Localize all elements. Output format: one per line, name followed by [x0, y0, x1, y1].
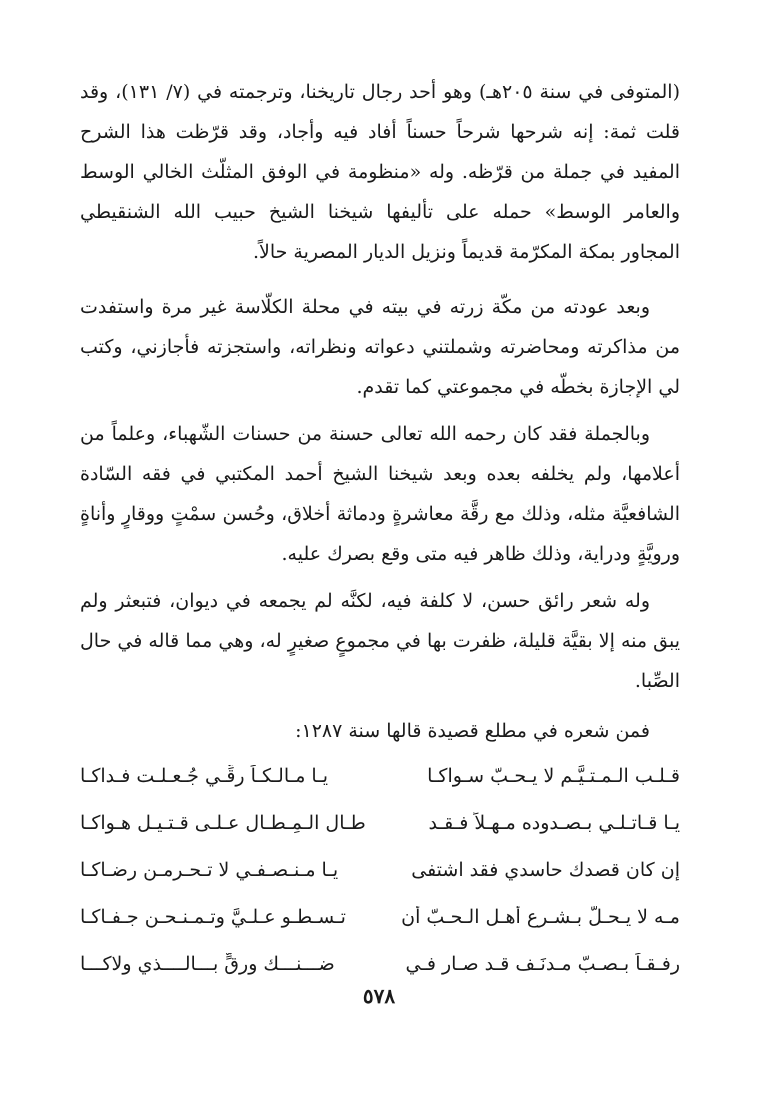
verse-first-hemistich: إن كان قصدك حاسدي فقد اشتفى	[411, 858, 680, 881]
poem-intro	[80, 711, 680, 751]
verse-second-hemistich: يـا مـالـكـاً رقِّـي جُـعـلـت فـداكـا	[80, 764, 329, 787]
paragraph-3	[80, 414, 680, 574]
paragraph-text: وبالجملة فقد كان رحمه الله تعالى حسنة من حسنات الشّهباء، وعلماً من أعلامها، ولم يخلفه بعده وبعد شيخنا الشيخ أحمد المكتبي في فقه السّادة الشافعيَّة مثله، وذلك مع رقَّة معاشرةٍ ودماثة أخلاق، وحُسن سمْتٍ ووقارٍ وأناةٍ ورويَّةٍ ودراية، وذلك ظاهر فيه متى وقع بصرك عليه.	[80, 423, 680, 565]
verse-first-hemistich: قـلـب الـمـتـيَّـم لا يـحـبّ سـواكـا	[427, 764, 680, 787]
paragraph-text: (المتوفى في سنة ٢٠٥هـ) وهو أحد رجال تاريخنا، وترجمته في (٧/ ١٣١)، وقد قلت ثمة: إنه شرحها شرحاً حسناً أفاد فيه وأجاد، وقد قرّظت هذا الشرح المفيد في جملة من قرّظه. وله «منظومة في الوفق المثلّث الخالي الوسط والعامر الوسط» حمله على تأليفها شيخنا الشيخ حبيب الله الشنقيطي المجاور بمكة المكرّمة قديماً ونزيل الديار المصرية حالاً.	[80, 81, 681, 263]
verse-first-hemistich: رفـقـاً بـصـبّ مـدنَـف قـد صـار فـي	[405, 952, 680, 975]
paragraph-2	[80, 287, 680, 407]
verse-second-hemistich: ضـــنـــك ورقٍّ بـــالــــذي ولاكـــا	[80, 952, 335, 975]
verse-4	[80, 893, 680, 940]
verse-second-hemistich: يـا مـنـصـفـي لا تـحـرمـن رضـاكـا	[80, 858, 339, 881]
verse-first-hemistich: مـه لا يـحـلّ بـشـرع أهـل الـحـبّ أن	[401, 905, 680, 928]
verse-first-hemistich: يـا قـاتـلـي بـصـدوده مـهـلاً فـقـد	[428, 811, 680, 834]
verse-3	[80, 846, 680, 893]
poem-intro-text: فمن شعره في مطلع قصيدة قالها سنة ١٢٨٧:	[295, 720, 650, 742]
verse-5	[80, 940, 680, 987]
page-number: ٥٧٨	[362, 984, 396, 1008]
verse-2	[80, 799, 680, 846]
poem	[80, 752, 680, 987]
paragraph-text: وله شعر رائق حسن، لا كلفة فيه، لكنَّه لم يجمعه في ديوان، فتبعثر ولم يبق منه إلا بقيَّة قليلة، ظفرت بها في مجموعٍ صغيرٍ له، وهي مما قاله في حال الصِّبا.	[80, 590, 680, 692]
verse-1	[80, 752, 680, 799]
paragraph-text: وبعد عودته من مكّة زرته في بيته في محلة الكلّاسة غير مرة واستفدت من مذاكرته ومحاضرته وشملتني دعواته ونظراته، واستجزته فأجازني، وكتب لي الإجازة بخطّه في مجموعتي كما تقدم.	[80, 296, 680, 398]
verse-second-hemistich: تـسـطـو عـلـيَّ وتـمـنـحـن جـفـاكـا	[80, 905, 346, 928]
paragraph-1	[80, 72, 680, 272]
paragraph-4	[80, 581, 680, 701]
verse-second-hemistich: طـال الـمِـطـال عـلـى قـتـيـل هـواكـا	[80, 811, 366, 834]
